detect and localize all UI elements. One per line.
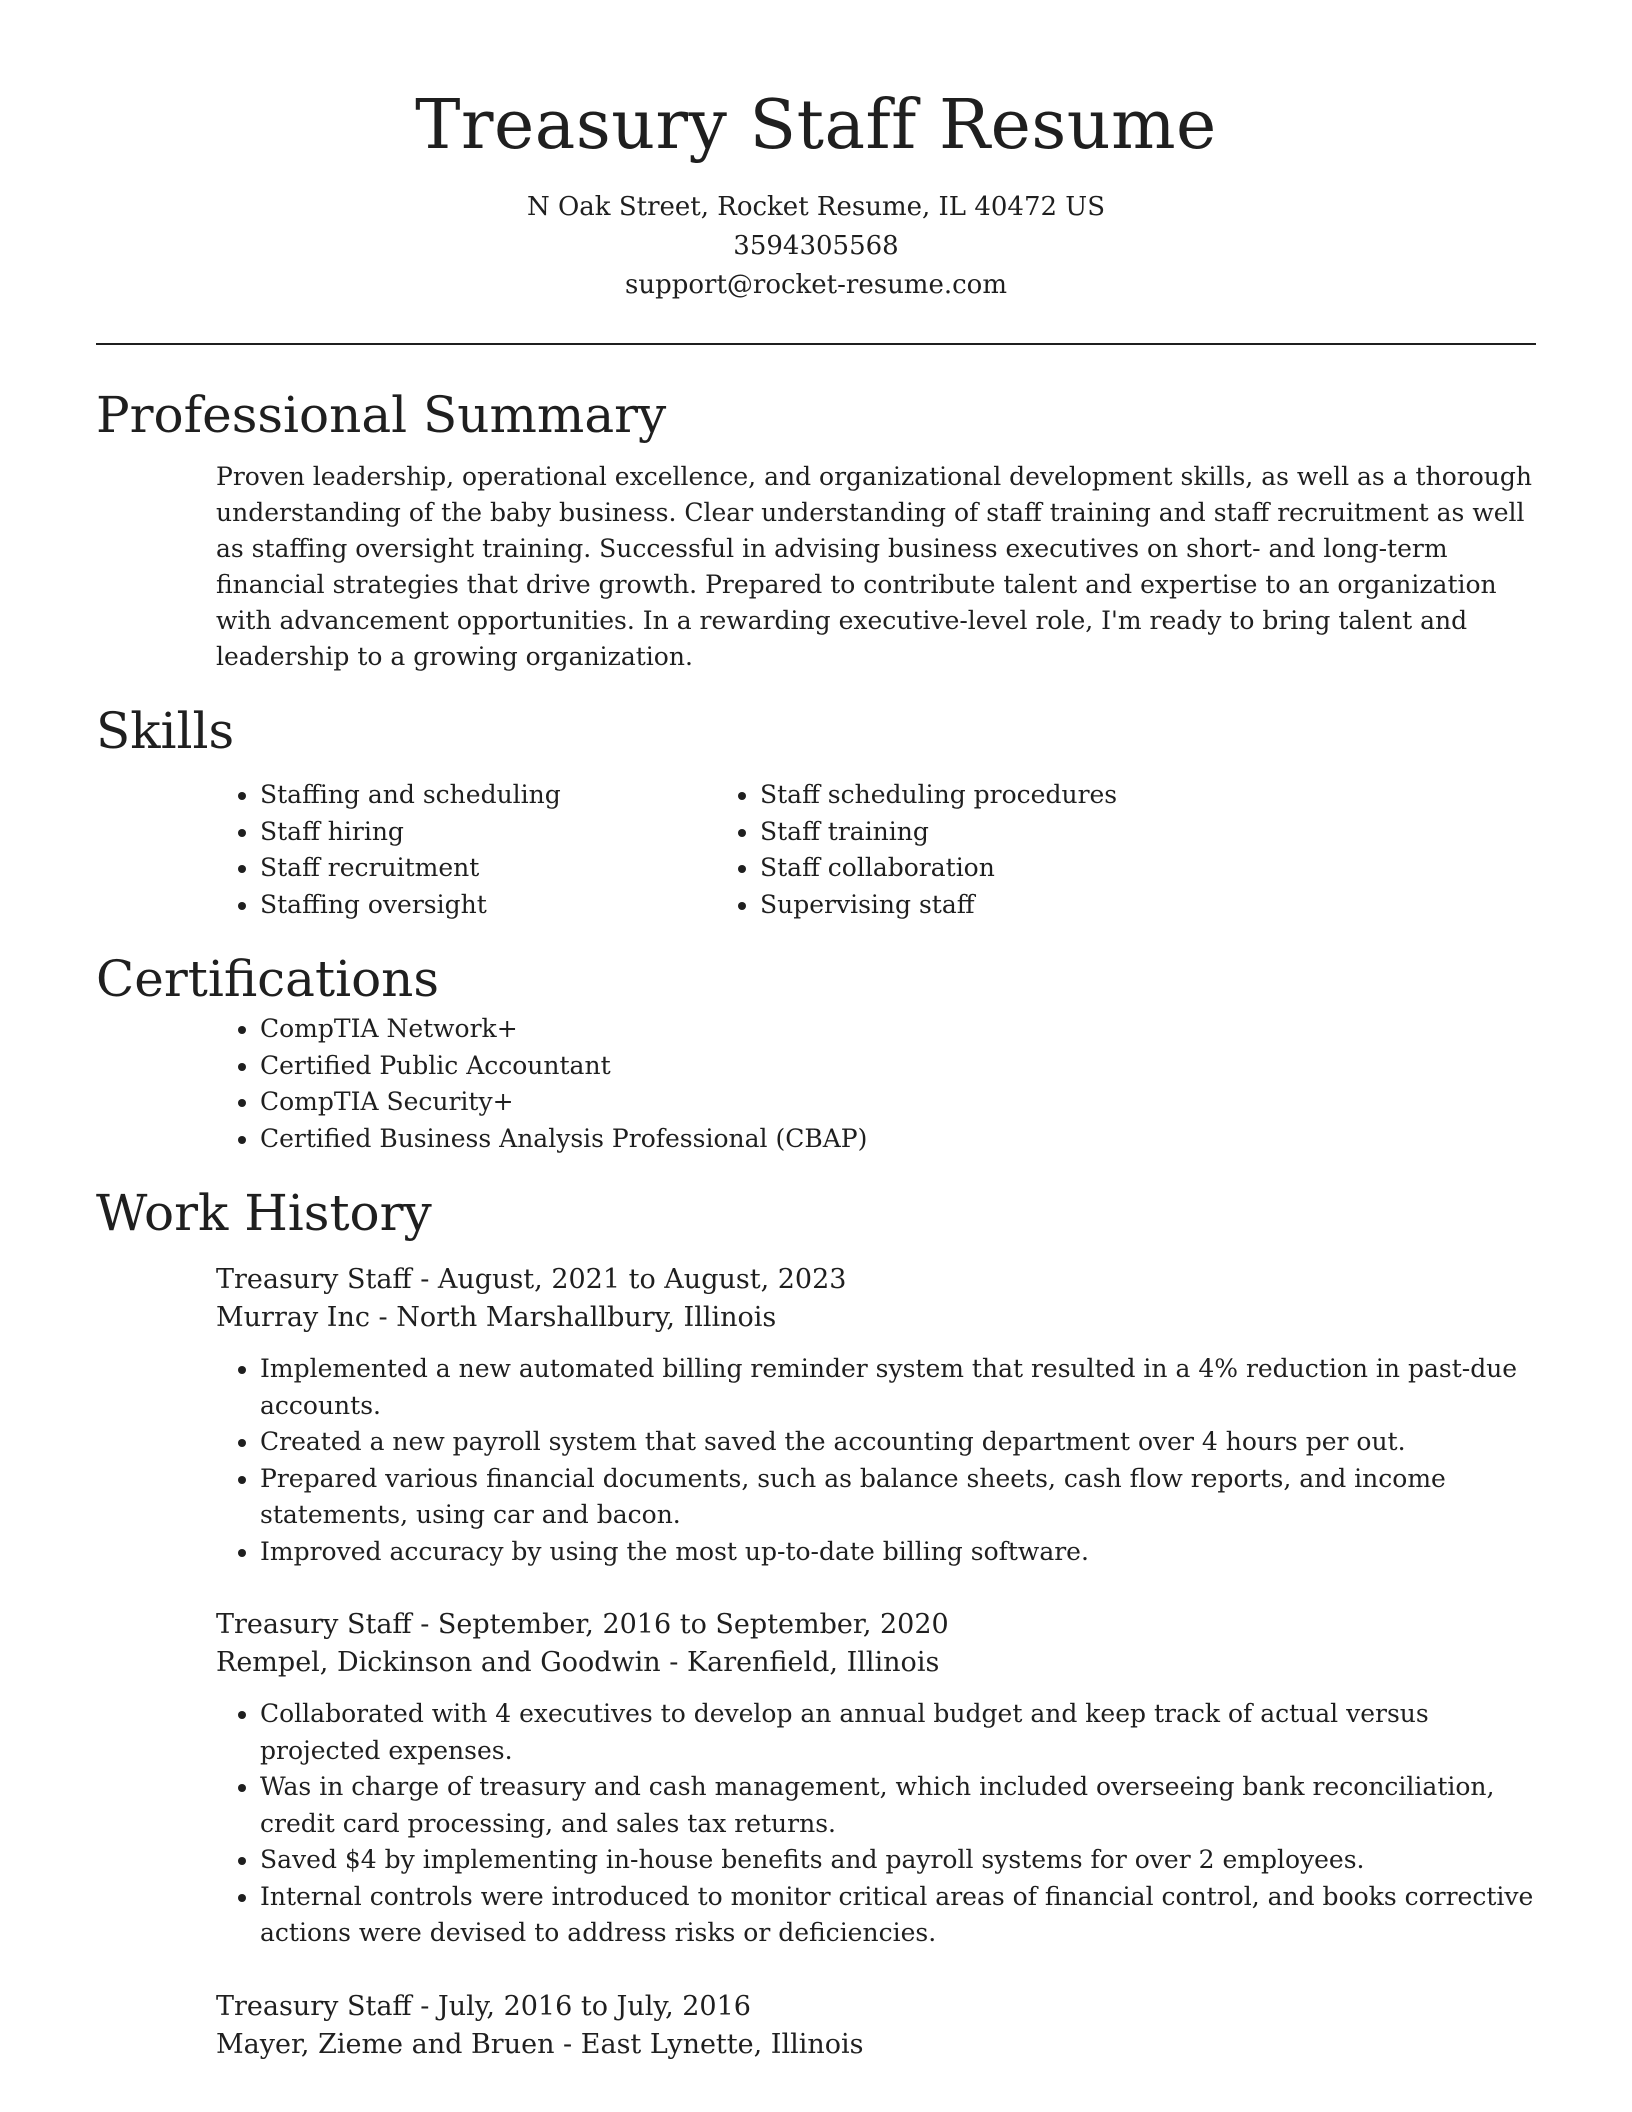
certifications-heading: Certifications [96, 950, 440, 1008]
section-certifications [96, 947, 1536, 1157]
list-item: • Created a new payroll system that saved the accounting department over 4 hours per out. [260, 1424, 1536, 1461]
list-item: • Staff collaboration [760, 850, 1396, 887]
list-item: • Improved accuracy by using the most up-to-date billing software. [260, 1534, 1536, 1571]
list-item: • Certified Public Accountant [260, 1048, 1536, 1085]
header-divider [96, 343, 1536, 345]
job-company-line: Murray Inc - North Marshallbury, Illinois [216, 1302, 777, 1333]
skills-heading: Skills [96, 702, 235, 760]
list-item: • Staffing oversight [260, 887, 746, 924]
job-title-line: Treasury Staff - September, 2016 to September, 2020 [216, 1609, 949, 1640]
contact-email: support@rocket-resume.com [624, 270, 1007, 300]
job-entry [216, 1988, 1536, 2064]
list-item: • CompTIA Security+ [260, 1084, 1536, 1121]
list-item: • CompTIA Network+ [260, 1011, 1536, 1048]
list-item: • Staff hiring [260, 814, 746, 851]
resume-title: Treasury Staff Resume [415, 86, 1217, 165]
list-item: • Was in charge of treasury and cash management, which included overseeing bank reconciliation, credit card processing, and sales tax returns. [260, 1769, 1536, 1842]
section-summary [96, 383, 1536, 675]
list-item: • Staff recruitment [260, 850, 746, 887]
resume-header [96, 0, 1536, 305]
skills-column-right [746, 777, 1396, 923]
contact-phone: 3594305568 [733, 231, 899, 261]
list-item: • Supervising staff [760, 887, 1396, 924]
list-item: • Staff scheduling procedures [760, 777, 1396, 814]
job-entry [216, 1261, 1536, 1570]
list-item: • Staff training [760, 814, 1396, 851]
summary-heading: Professional Summary [96, 386, 667, 444]
job-company-line: Mayer, Zieme and Bruen - East Lynette, Illinois [216, 2028, 864, 2060]
list-item: • Staffing and scheduling [260, 777, 746, 814]
list-item: • Certified Business Analysis Professional (CBAP) [260, 1121, 1536, 1158]
skills-column-left [96, 777, 746, 923]
contact-block [96, 188, 1536, 305]
contact-address: N Oak Street, Rocket Resume, IL 40472 US [526, 192, 1106, 222]
work-history-heading: Work History [96, 1184, 432, 1242]
list-item: • Collaborated with 4 executives to develop an annual budget and keep track of actual versus projected expenses. [260, 1696, 1536, 1769]
list-item: • Internal controls were introduced to monitor critical areas of financial control, and books corrective actions were devised to address risks or deficiencies. [260, 1879, 1536, 1952]
list-item: • Prepared various financial documents, such as balance sheets, cash flow reports, and income statements, using car and bacon. [260, 1461, 1536, 1534]
section-skills [96, 699, 1536, 923]
job-company-line: Rempel, Dickinson and Goodwin - Karenfield, Illinois [216, 1647, 940, 1678]
list-item: • Saved $4 by implementing in-house benefits and payroll systems for over 2 employees. [260, 1842, 1536, 1879]
summary-text: Proven leadership, operational excellence, and organizational development skills, as well as a thorough understanding of the baby business. Clear understanding of staff training and staff recruitment as well as staffing oversight training. Successful in advising business executives on short- and long-term financial strategies that drive growth. Prepared to contribute talent and expertise to an organization with advancement opportunities. In a rewarding executive-level role, I'm ready to bring talent and leadership to a growing organization. [216, 462, 1532, 671]
resume-page [96, 0, 1536, 2064]
skills-list-right [760, 777, 1396, 923]
skills-grid [96, 777, 1536, 923]
certifications-list [96, 1011, 1536, 1157]
job-title-line: Treasury Staff - July, 2016 to July, 2016 [216, 1990, 751, 2022]
job-bullets [216, 1351, 1536, 1570]
section-work-history [96, 1181, 1536, 2064]
list-item: • Implemented a new automated billing reminder system that resulted in a 4% reduction in past-due accounts. [260, 1351, 1536, 1424]
job-entry [216, 1606, 1536, 1952]
job-title-line: Treasury Staff - August, 2021 to August, 2023 [216, 1264, 847, 1295]
skills-list-left [96, 777, 746, 923]
job-bullets [216, 1696, 1536, 1952]
